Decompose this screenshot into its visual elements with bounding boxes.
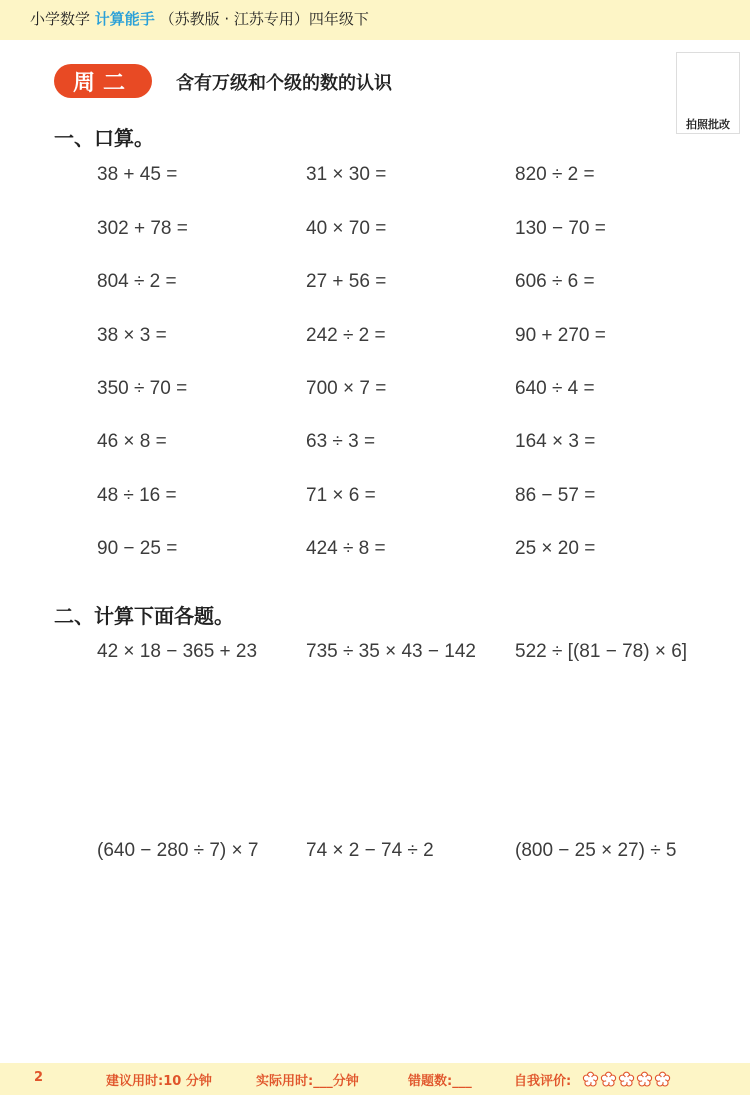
calc-problem: (640 − 280 ÷ 7) × 7 (97, 840, 259, 861)
oral-problem: 804 ÷ 2 = (97, 271, 177, 292)
flower-star-icon[interactable] (618, 1071, 635, 1088)
calc-problem: 42 × 18 − 365 + 23 (97, 641, 258, 662)
oral-problem: 350 ÷ 70 = (97, 378, 188, 399)
flower-star-icon[interactable] (636, 1071, 653, 1088)
calc-problem: 522 ÷ [(81 − 78) × 6] (515, 641, 688, 662)
book-prefix: 小学数学 (30, 10, 91, 28)
page-number: 2 (34, 1070, 44, 1085)
oral-problem: 700 × 7 = (306, 378, 387, 399)
oral-problem: 27 + 56 = (306, 271, 387, 292)
suggested-time: 建议用时:10 分钟 (106, 1074, 212, 1089)
oral-problem: 86 − 57 = (515, 485, 596, 506)
section-oral-title: 一、口算。 (54, 126, 154, 150)
oral-problem: 90 − 25 = (97, 538, 178, 559)
error-count: 错题数:___ (408, 1074, 472, 1089)
oral-problem: 90 + 270 = (515, 325, 606, 346)
calc-problem: 735 ÷ 35 × 43 − 142 (306, 641, 476, 662)
book-suffix: （苏教版 · 江苏专用）四年级下 (159, 10, 369, 28)
flower-star-icon[interactable] (582, 1071, 599, 1088)
oral-problem: 63 ÷ 3 = (306, 431, 376, 452)
oral-problem: 48 ÷ 16 = (97, 485, 177, 506)
book-title (30, 8, 369, 29)
oral-problem: 38 × 3 = (97, 325, 167, 346)
oral-problem: 424 ÷ 8 = (306, 538, 386, 559)
lesson-topic: 含有万级和个级的数的认识 (176, 73, 392, 94)
oral-problem: 40 × 70 = (306, 218, 387, 239)
oral-problem: 130 − 70 = (515, 218, 606, 239)
calc-problem: 74 × 2 − 74 ÷ 2 (306, 840, 434, 861)
book-brand: 计算能手 (94, 10, 155, 28)
photo-correction-label[interactable]: 拍照批改 (686, 118, 730, 131)
oral-problem: 242 ÷ 2 = (306, 325, 386, 346)
oral-problem: 46 × 8 = (97, 431, 167, 452)
week-badge: 周二 (54, 64, 152, 98)
oral-problem: 640 ÷ 4 = (515, 378, 595, 399)
self-evaluation-label: 自我评价: (514, 1074, 572, 1089)
oral-problem: 164 × 3 = (515, 431, 596, 452)
oral-problem: 302 + 78 = (97, 218, 188, 239)
oral-problem: 71 × 6 = (306, 485, 376, 506)
actual-time: 实际用时:___分钟 (256, 1074, 359, 1089)
flower-star-icon[interactable] (654, 1071, 671, 1088)
section-calc-title: 二、计算下面各题。 (54, 604, 234, 628)
oral-problem: 31 × 30 = (306, 164, 387, 185)
oral-problem: 38 + 45 = (97, 164, 178, 185)
calc-problem: (800 − 25 × 27) ÷ 5 (515, 840, 677, 861)
flower-star-icon[interactable] (600, 1071, 617, 1088)
oral-problem: 25 × 20 = (515, 538, 596, 559)
oral-problem: 606 ÷ 6 = (515, 271, 595, 292)
self-evaluation-stars[interactable] (582, 1071, 671, 1088)
oral-problem: 820 ÷ 2 = (515, 164, 595, 185)
